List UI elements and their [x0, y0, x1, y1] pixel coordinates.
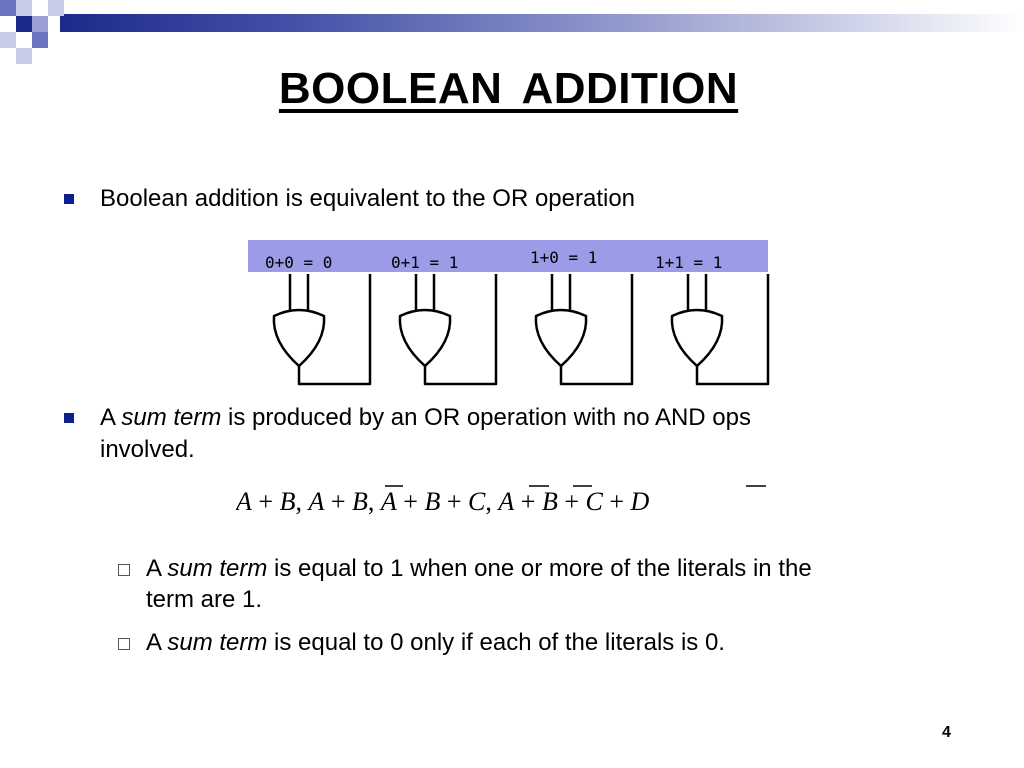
equation-label: 1+0 = 1 — [530, 248, 598, 267]
header-gradient-band — [60, 14, 1024, 32]
sum-term-italic: sum term — [121, 404, 222, 431]
svg-text:A + B, A + B, A: A + B, A + B, A + B + C, A + B + C + D — [236, 487, 650, 516]
equation-label: 0+0 = 0 — [265, 253, 333, 272]
header-square — [16, 0, 32, 16]
or-gate-icon — [672, 274, 768, 384]
sub-bullet-text: A sum term is equal to 1 when one or more of the literals in the term are 1. — [146, 555, 812, 613]
bullet-marker — [64, 413, 74, 423]
bullet-1-text: Boolean addition is equivalent to the OR operation — [100, 185, 636, 212]
sub-bullet-text: A sum term is equal to 0 only if each of the literals is 0. — [146, 629, 725, 656]
slide-title: BOOLEAN ADDITION — [278, 64, 739, 113]
formula-graphic — [236, 482, 776, 522]
equation-label: 0+1 = 1 — [391, 253, 459, 272]
bullet-marker — [64, 194, 74, 204]
or-gate-icon — [536, 274, 632, 384]
sum-term-italic: sum term — [167, 555, 268, 582]
header-square — [16, 48, 32, 64]
page-number: 4 — [942, 724, 951, 741]
header-square — [48, 0, 64, 16]
header-square — [0, 0, 16, 16]
header-square — [32, 32, 48, 48]
header-square — [32, 16, 48, 32]
or-gate-diagrams — [260, 270, 780, 390]
sub-bullet-marker — [118, 564, 130, 576]
or-gate-icon — [274, 274, 370, 384]
sum-term-formula — [236, 482, 776, 527]
header-square — [16, 16, 32, 32]
sum-term-italic: sum term — [167, 629, 268, 656]
header-decoration — [0, 0, 1024, 60]
equation-label: 1+1 = 1 — [655, 253, 723, 272]
or-gate-icon — [400, 274, 496, 384]
sub-bullet-marker — [118, 638, 130, 650]
bullet-text: A sum term is produced by an OR operation with no AND ops involved. — [100, 404, 752, 463]
header-square — [0, 32, 16, 48]
bullet-text — [100, 183, 635, 215]
